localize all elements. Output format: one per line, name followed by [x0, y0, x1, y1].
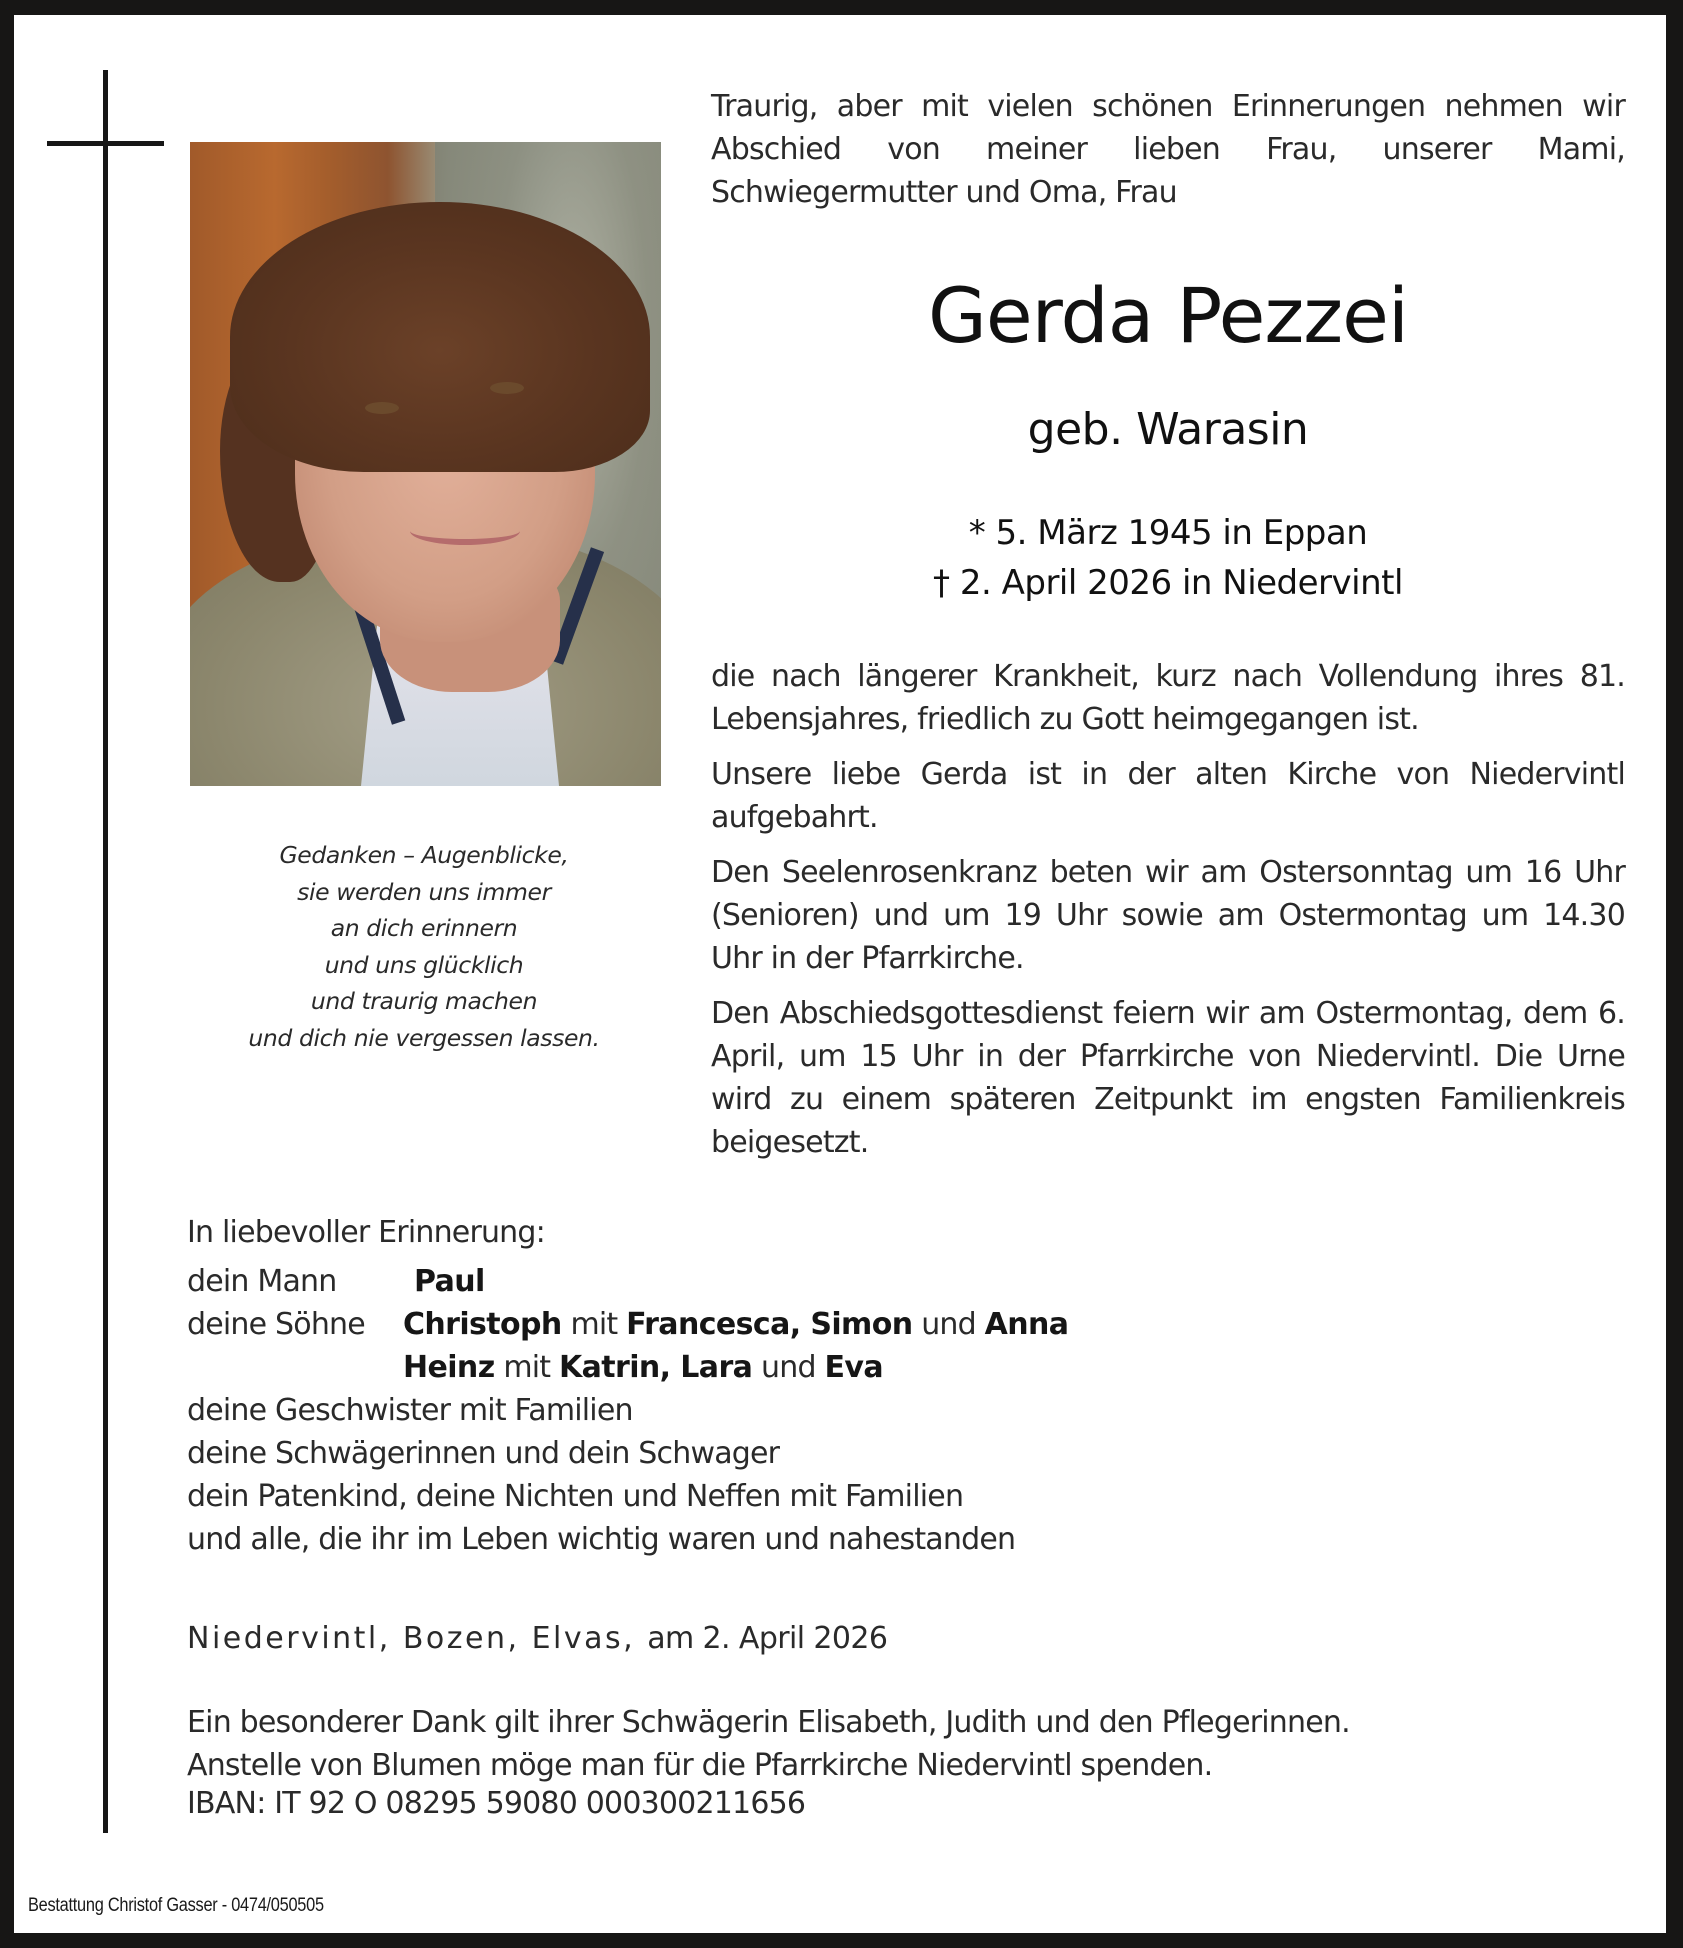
family-row-husband [187, 1260, 1187, 1303]
relative-name: Heinz [403, 1350, 495, 1385]
death-date: † 2. April 2026 in Niedervintl [933, 563, 1403, 603]
connector-text: und [921, 1307, 976, 1342]
portrait-photo [190, 142, 661, 786]
relation-label: deine Söhne [187, 1307, 365, 1342]
photo-hair [230, 202, 650, 472]
connector-text: mit [570, 1307, 618, 1342]
relative-names [403, 1346, 883, 1389]
donation-text: Anstelle von Blumen möge man für die Pfarrkirche Niedervintl spenden. [187, 1748, 1213, 1783]
photo-mouth [410, 517, 520, 545]
undertaker-footer: Bestattung Christof Gasser - 0474/050505 [28, 1895, 324, 1916]
paragraph-passing: die nach längerer Krankheit, kurz nach Vollendung ihres 81. Lebensjahres, friedlich zu Gott heimgegangen ist. [711, 659, 1625, 737]
cross-icon-horizontal [47, 141, 164, 146]
connector-text: mit [503, 1350, 551, 1385]
life-dates [711, 508, 1625, 608]
places: Niedervintl, Bozen, Elvas, [187, 1621, 636, 1656]
place-and-date [187, 1617, 887, 1660]
closing-notes [187, 1701, 1587, 1821]
thanks-text: Ein besonderer Dank gilt ihrer Schwägerin Elisabeth, Judith und den Pflegerinnen. [187, 1705, 1350, 1740]
relative-name: Christoph [403, 1307, 562, 1342]
maiden-name: geb. Warasin [1027, 404, 1309, 455]
memorial-poem [174, 837, 674, 1056]
poem-line: Gedanken – Augenblicke, [279, 841, 569, 869]
connector-text: und [761, 1350, 816, 1385]
family-row: deine Geschwister mit Familien [187, 1393, 633, 1428]
poem-line: sie werden uns immer [297, 877, 551, 906]
relative-name: Francesca, Simon [626, 1307, 913, 1342]
poem-line: und traurig machen [310, 987, 538, 1015]
cross-icon-vertical [103, 70, 108, 1833]
intro-text: Traurig, aber mit vielen schönen Erinnerungen nehmen wir Abschied von meiner lieben Frau, unserer Mami, Schwiegermutter und Oma, Frau [711, 89, 1625, 210]
family-row: und alle, die ihr im Leben wichtig waren und nahestanden [187, 1522, 1016, 1557]
photo-eye [365, 402, 399, 414]
paragraph-funeral-service: Den Abschiedsgottesdienst feiern wir am Ostermontag, dem 6. April, um 15 Uhr in der Pfarrkirche von Niedervintl. Die Urne wird zu einem späteren Zeitpunkt im engsten Familienkreis beigesetzt. [711, 996, 1625, 1160]
poem-line: an dich erinnern [330, 914, 518, 942]
deceased-name: Gerda Pezzei [927, 271, 1409, 360]
relative-name: Katrin, Lara [558, 1350, 753, 1385]
family-heading: In liebevoller Erinnerung: [187, 1215, 545, 1250]
relative-names [414, 1260, 485, 1303]
obituary-body [711, 655, 1625, 1176]
relative-name: Paul [414, 1264, 485, 1299]
family-row: dein Patenkind, deine Nichten und Neffen mit Familien [187, 1479, 964, 1514]
iban-text: IBAN: IT 92 O 08295 59080 000300211656 [187, 1786, 806, 1821]
family-row-son-1 [187, 1303, 1187, 1346]
birth-date: * 5. März 1945 in Eppan [968, 513, 1368, 553]
poem-line: und dich nie vergessen lassen. [248, 1023, 600, 1052]
relative-name: Anna [984, 1307, 1069, 1342]
family-list [187, 1211, 1187, 1561]
family-row: deine Schwägerinnen und dein Schwager [187, 1436, 780, 1471]
family-row-son-2 [187, 1346, 1187, 1389]
notice-date: am 2. April 2026 [647, 1621, 888, 1656]
relative-name: Eva [824, 1350, 883, 1385]
photo-eye [490, 382, 524, 394]
paragraph-rosary: Den Seelenrosenkranz beten wir am Ostersonntag um 16 Uhr (Senioren) und um 19 Uhr sowie am Ostermontag um 14.30 Uhr in der Pfarrkirche. [711, 855, 1625, 976]
relative-names [403, 1303, 1068, 1346]
obituary-page [14, 15, 1666, 1933]
paragraph-laid-out: Unsere liebe Gerda ist in der alten Kirche von Niedervintl aufgebahrt. [711, 757, 1625, 835]
poem-line: und uns glücklich [324, 950, 524, 979]
relation-label: dein Mann [187, 1264, 337, 1299]
